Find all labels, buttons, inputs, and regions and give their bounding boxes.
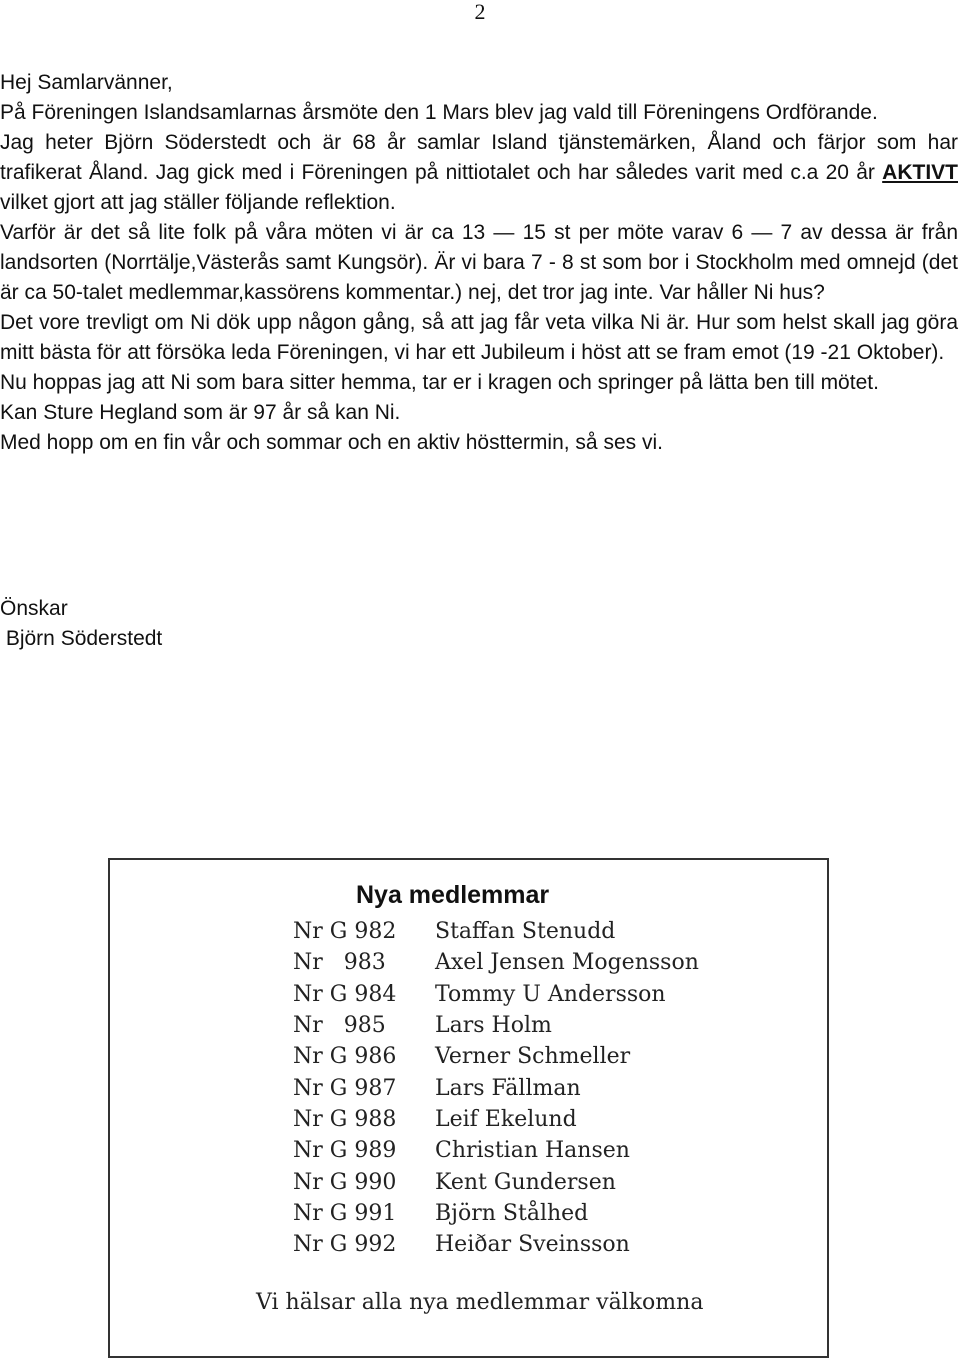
letter-paragraph: Kan Sture Hegland som är 97 år så kan Ni. — [0, 401, 401, 424]
letter-text: Jag heter Björn Söderstedt och är 68 år samlar Island tjänstemärken, Åland och färjor som har trafikerat Åland. Jag gick med i Föreningen på nittiotalet och har således varit med c.a 20 år — [0, 131, 958, 184]
member-row — [293, 1104, 699, 1135]
member-number: Nr G 987 — [293, 1075, 397, 1101]
letter-paragraph — [0, 128, 958, 218]
letter-greeting: Hej Samlarvänner, — [0, 71, 173, 94]
member-name: Staffan Stenudd — [435, 919, 616, 945]
signature: Björn Söderstedt — [0, 627, 163, 650]
letter-paragraph: Med hopp om en fin vår och sommar och en aktiv hösttermin, så ses vi. — [0, 431, 663, 454]
letter-emphasis: AKTIVT — [882, 161, 958, 184]
member-name: Tommy U Andersson — [435, 981, 666, 1007]
letter-text: vilket gjort att jag ställer följande reflektion. — [0, 191, 396, 214]
member-number: Nr G 982 — [293, 919, 397, 945]
member-row — [293, 947, 699, 978]
member-number: Nr G 984 — [293, 981, 397, 1007]
member-name: Axel Jensen Mogensson — [435, 950, 699, 976]
letter-paragraph: Varför är det så lite folk på våra möten vi är ca 13 — 15 st per möte varav 6 — 7 av dessa är från landsorten (Norrtälje,Västerås samt Kungsör). Är vi bara 7 - 8 st som bor i Stockholm med omnejd (det är ca 50-talet medlemmar,kassörens kommentar.) nej, det tror jag inte. Var håller Ni hus? — [0, 221, 958, 304]
member-number: Nr G 991 — [293, 1200, 397, 1226]
member-name: Verner Schmeller — [435, 1044, 631, 1070]
member-row — [293, 1072, 699, 1103]
member-row — [293, 1041, 699, 1072]
member-row — [293, 1166, 699, 1197]
letter-paragraph: På Föreningen Islandsamlarnas årsmöte den 1 Mars blev jag vald till Föreningens Ordförande. — [0, 101, 878, 124]
member-row — [293, 1229, 699, 1260]
member-list — [293, 916, 699, 1260]
member-row — [293, 916, 699, 947]
letter-paragraph: Nu hoppas jag att Ni som bara sitter hemma, tar er i kragen och springer på lätta ben till mötet. — [0, 371, 879, 394]
member-name: Björn Stålhed — [435, 1200, 589, 1226]
member-number: Nr G 988 — [293, 1106, 397, 1132]
member-number: Nr G 986 — [293, 1044, 397, 1070]
letter-body — [0, 68, 958, 458]
page-number: 2 — [474, 0, 486, 24]
member-row — [293, 979, 699, 1010]
member-number: Nr 983 — [293, 950, 386, 976]
member-name: Lars Holm — [435, 1013, 552, 1039]
member-number: Nr 985 — [293, 1013, 386, 1039]
member-name: Kent Gundersen — [435, 1169, 616, 1195]
new-members-box — [108, 858, 829, 1358]
letter-paragraph: Det vore trevligt om Ni dök upp någon gång, så att jag får veta vilka Ni är. Hur som helst skall jag göra mitt bästa för att försöka leda Föreningen, vi har ett Jubileum i höst att se fram emot (19 -21 Oktober). — [0, 311, 958, 364]
member-number: Nr G 992 — [293, 1232, 397, 1258]
member-name: Leif Ekelund — [435, 1106, 577, 1132]
member-name: Christian Hansen — [435, 1138, 630, 1164]
member-row — [293, 1198, 699, 1229]
member-row — [293, 1135, 699, 1166]
member-name: Lars Fällman — [435, 1075, 581, 1101]
member-number: Nr G 990 — [293, 1169, 397, 1195]
welcome-text: Vi hälsar alla nya medlemmar välkomna — [256, 1290, 704, 1315]
member-row — [293, 1010, 699, 1041]
member-number: Nr G 989 — [293, 1138, 397, 1164]
new-members-title: Nya medlemmar — [356, 881, 550, 909]
closing-wish: Önskar — [0, 597, 68, 620]
member-name: Heiðar Sveinsson — [435, 1232, 630, 1258]
closing — [0, 594, 162, 654]
